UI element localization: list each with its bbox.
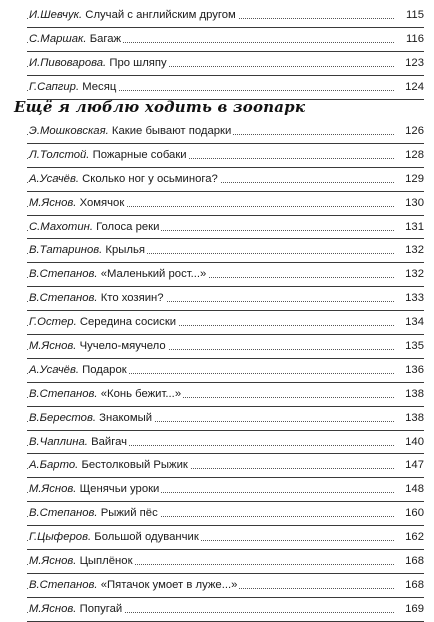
entry-author: М.Яснов. <box>29 196 77 209</box>
entry-page-number: 131 <box>396 216 424 239</box>
entry-title: «Конь бежит...» <box>100 387 182 400</box>
toc-entry <box>27 144 424 168</box>
entry-text <box>29 550 135 573</box>
entry-title: «Маленький рост...» <box>100 268 207 281</box>
entry-title: Месяц <box>82 80 117 93</box>
entry-title: Подарок <box>82 363 127 376</box>
entry-author: М.Яснов. <box>29 340 77 353</box>
entry-page-number: 124 <box>396 76 424 99</box>
entry-author: В.Степанов. <box>29 507 98 520</box>
toc-entry <box>27 526 424 550</box>
entry-author: В.Татаринов. <box>29 244 103 257</box>
entry-page-number: 128 <box>396 144 424 167</box>
entry-text <box>29 144 189 167</box>
entry-page-number: 169 <box>396 598 424 621</box>
toc-entry <box>27 263 424 287</box>
entry-text <box>29 335 168 358</box>
entry-text <box>29 28 123 51</box>
entry-page-number: 160 <box>396 502 424 525</box>
toc-entry <box>27 4 424 28</box>
entry-page-number: 138 <box>396 407 424 430</box>
entry-title: Вайгач <box>91 435 128 448</box>
entry-author: И.Пивоварова. <box>29 56 107 69</box>
toc-entry <box>27 192 424 216</box>
contents-list-section <box>27 120 424 622</box>
toc-entry <box>27 168 424 192</box>
entry-author: С.Махотин. <box>29 220 93 233</box>
entry-page-number: 116 <box>396 28 424 51</box>
entry-author: Л.Толстой. <box>29 148 90 161</box>
toc-entry <box>27 598 424 622</box>
toc-entry <box>27 120 424 144</box>
entry-text <box>29 502 160 525</box>
toc-entry <box>27 407 424 431</box>
toc-entry <box>27 383 424 407</box>
toc-entry <box>27 52 424 76</box>
entry-page-number: 136 <box>396 359 424 382</box>
entry-author: И.Шевчук. <box>29 9 83 21</box>
entry-page-number: 132 <box>396 263 424 286</box>
entry-text <box>29 407 154 430</box>
entry-text <box>29 526 201 549</box>
entry-author: Г.Цыферов. <box>29 531 92 544</box>
entry-text <box>29 359 129 382</box>
entry-text <box>29 168 220 191</box>
entry-author: С.Маршак. <box>29 32 87 45</box>
entry-title: Щенячьи уроки <box>79 483 160 496</box>
entry-page-number: 132 <box>396 239 424 262</box>
toc-entry <box>27 454 424 478</box>
entry-title: Бестолковый Рыжик <box>81 459 188 472</box>
entry-title: Какие бывают подарки <box>111 125 232 137</box>
entry-title: Цыплёнок <box>79 555 133 568</box>
contents-list-top <box>27 4 424 100</box>
entry-text <box>29 478 161 501</box>
toc-entry <box>27 502 424 526</box>
entry-text <box>29 192 126 215</box>
entry-author: М.Яснов. <box>29 483 77 496</box>
toc-entry <box>27 28 424 52</box>
entry-title: Середина сосиски <box>79 316 177 329</box>
entry-title: Сколько ног у осьминога? <box>82 172 218 185</box>
entry-title: Пожарные собаки <box>92 148 187 161</box>
entry-author: Г.Сапгир. <box>29 80 80 93</box>
entry-author: В.Берестов. <box>29 411 96 424</box>
entry-author: А.Усачёв. <box>29 172 79 185</box>
entry-title: Голоса реки <box>96 220 160 233</box>
entry-title: Крылья <box>105 244 145 257</box>
entry-author: В.Степанов. <box>29 292 98 305</box>
entry-author: В.Степанов. <box>29 387 98 400</box>
entry-author: Г.Остер. <box>29 316 77 329</box>
entry-page-number: 135 <box>396 335 424 358</box>
entry-title: Багаж <box>89 32 122 45</box>
entry-text <box>29 287 166 310</box>
toc-entry <box>27 311 424 335</box>
entry-title: Знакомый <box>99 411 153 424</box>
toc-entry <box>27 239 424 263</box>
entry-title: Кто хозяин? <box>100 292 164 305</box>
toc-entry <box>27 216 424 240</box>
entry-title: Большой одуванчик <box>94 531 199 544</box>
entry-author: В.Степанов. <box>29 578 98 591</box>
entry-page-number: 134 <box>396 311 424 334</box>
entry-text <box>29 239 147 262</box>
entry-text <box>29 4 238 27</box>
toc-entry <box>27 335 424 359</box>
entry-title: Хомячок <box>79 196 125 209</box>
toc-entry <box>27 431 424 455</box>
entry-text <box>29 216 161 239</box>
toc-entry <box>27 550 424 574</box>
toc-entry <box>27 76 424 100</box>
entry-text <box>29 598 124 621</box>
entry-page-number: 140 <box>396 431 424 454</box>
entry-page-number: 130 <box>396 192 424 215</box>
entry-page-number: 168 <box>396 574 424 597</box>
toc-entry <box>27 574 424 598</box>
entry-author: В.Чаплина. <box>29 435 88 448</box>
entry-text <box>29 454 190 477</box>
entry-title: Попугай <box>79 602 123 615</box>
entry-text <box>29 76 118 99</box>
entry-author: А.Усачёв. <box>29 363 79 376</box>
entry-title: Про шляпу <box>109 56 167 69</box>
entry-text <box>29 52 169 75</box>
entry-page-number: 123 <box>396 52 424 75</box>
entry-author: В.Степанов. <box>29 268 98 281</box>
entry-page-number: 129 <box>396 168 424 191</box>
entry-title: «Пятачок умоет в луже...» <box>100 578 238 591</box>
toc-entry <box>27 287 424 311</box>
entry-text <box>29 431 129 454</box>
entry-page-number: 162 <box>396 526 424 549</box>
entry-page-number: 168 <box>396 550 424 573</box>
entry-title: Случай с английским другом <box>85 9 236 21</box>
entry-author: А.Барто. <box>29 459 79 472</box>
entry-text <box>29 263 208 286</box>
entry-page-number: 147 <box>396 454 424 477</box>
entry-author: Э.Мошковская. <box>29 125 109 137</box>
entry-author: М.Яснов. <box>29 555 77 568</box>
entry-title: Рыжий пёс <box>100 507 158 520</box>
entry-text <box>29 574 239 597</box>
toc-entry <box>27 359 424 383</box>
toc-entry <box>27 478 424 502</box>
entry-page-number: 148 <box>396 478 424 501</box>
entry-text <box>29 120 233 143</box>
entry-text <box>29 311 178 334</box>
entry-page-number: 126 <box>396 120 424 143</box>
section-heading: Ещё я люблю ходить в зоопарк <box>14 98 306 116</box>
entry-text <box>29 383 183 406</box>
entry-page-number: 133 <box>396 287 424 310</box>
entry-title: Чучело-мяучело <box>79 340 166 353</box>
entry-page-number: 115 <box>396 4 424 27</box>
entry-page-number: 138 <box>396 383 424 406</box>
entry-author: М.Яснов. <box>29 602 77 615</box>
